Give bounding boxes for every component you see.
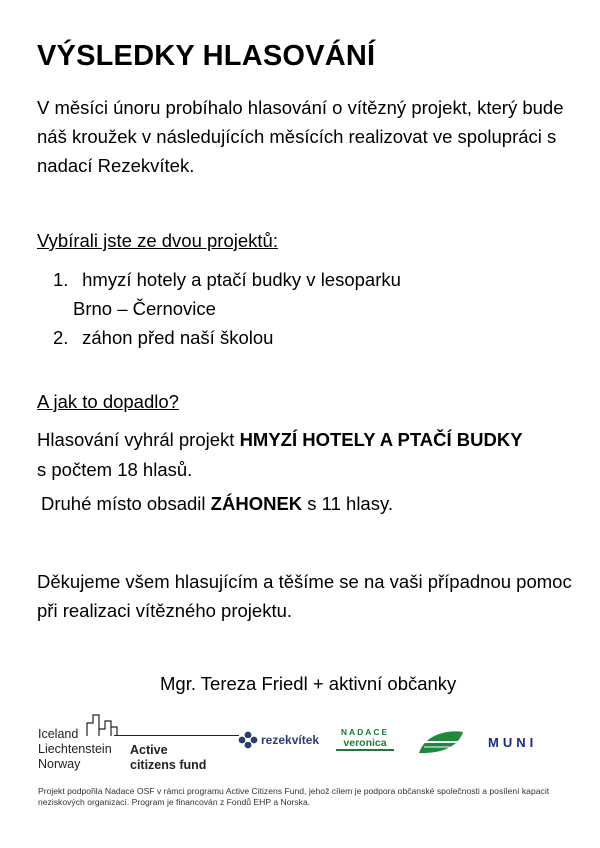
iceland-liechtenstein-norway-logo [38,713,213,773]
logo-divider [114,735,239,736]
choose-heading: Vybírali jste ze dvou projektů: [37,230,278,251]
active-citizens-fund: Active citizens fund [130,743,207,772]
project-name: hmyzí hotely a ptačí budky v lesoparku [82,269,401,290]
nadace-veronica-logo: NADACE veronica [336,727,394,757]
project-list [53,265,401,352]
footer-note: Projekt podpořila Nadace OSF v rámci programu Active Citizens Fund, jehož cílem je podpora občanské společnosti a posílení kapacit neziskových organizací. Program je financován z Fondů EHP a Norska. [38,786,550,807]
rezekvitek-logo [238,731,319,749]
muni-logo: MUNI [488,735,538,750]
second-prefix: Druhé místo obsadil [41,493,211,514]
rezekvitek-flower-icon [238,731,258,749]
project-name-continuation: Brno – Černovice [73,298,216,319]
partner-logos [228,716,548,768]
page-title: VÝSLEDKY HLASOVÁNÍ [37,40,376,72]
winner-votes: s počtem 18 hlasů. [37,459,193,480]
project-name: záhon před naší školou [82,327,274,348]
project-number: 1. [53,269,69,290]
project-item-1 [53,265,401,323]
second-votes: s 11 hlasy. [302,493,393,514]
intro-paragraph: V měsíci únoru probíhalo hlasování o vítězný projekt, který bude náš kroužek v následujících měsících realizovat ve spolupráci s nadací Rezekvítek. [37,97,564,176]
thanks-paragraph: Děkujeme všem hlasujícím a těšíme se na vaši případnou pomoc při realizaci vítězného projektu. [37,571,572,621]
rezekvitek-name: rezekvítek [261,733,320,747]
second-place-paragraph [41,493,393,515]
project-item-2 [53,323,401,352]
winner-paragraph [37,425,577,485]
green-leaf-logo-icon [416,728,466,756]
winner-project: HMYZÍ HOTELY A PTAČÍ BUDKY [239,429,523,450]
signature: Mgr. Tereza Friedl + aktivní občanky [160,673,457,694]
donor-countries: Iceland Liechtenstein Norway [38,727,112,771]
project-number: 2. [53,327,69,348]
question-heading: A jak to dopadlo? [37,391,179,412]
grants-logo-icon [86,713,118,737]
second-project: ZÁHONEK [210,493,303,514]
winner-prefix: Hlasování vyhrál projekt [37,429,240,450]
